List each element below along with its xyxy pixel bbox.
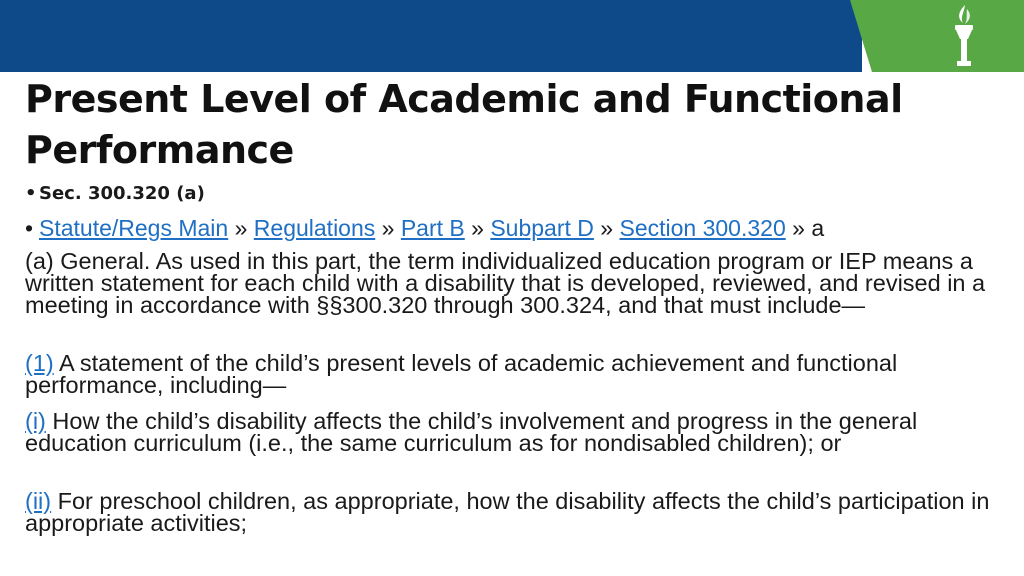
header-band-blue	[0, 0, 862, 72]
breadcrumb-link-subpart-d[interactable]: Subpart D	[490, 215, 594, 241]
paragraph-text: How the child’s disability affects the child’s involvement and progress in the general education curriculum (i.e., the same curriculum as for nondisabled children); or	[25, 408, 918, 456]
paragraph-text: For preschool children, as appropriate, how the disability affects the child’s participation in appropriate activities;	[25, 488, 990, 536]
page-title: Present Level of Academic and Functional Performance	[25, 77, 903, 172]
breadcrumb-separator: »	[600, 215, 614, 241]
breadcrumb-tail: a	[811, 215, 825, 241]
paragraph-text: (a) General. As used in this part, the term individualized education program or IEP means a written statement for each child with a disability that is developed, reviewed, and revised in a meeting in accordance with §§300.320 through 300.324, and that must include—	[25, 248, 986, 318]
breadcrumb-link-section-300-320[interactable]: Section 300.320	[619, 215, 786, 241]
paragraph-1	[25, 352, 1010, 396]
torch-icon	[946, 3, 982, 69]
section-reference-text: Sec. 300.320 (a)	[39, 183, 205, 204]
breadcrumb: • Statute/Regs Main » Regulations » Part B » Subpart D » Section 300.320 » a	[25, 215, 825, 241]
paragraph-i	[25, 410, 1010, 454]
paragraph-ii	[25, 490, 1010, 534]
paragraph-text: A statement of the child’s present levels of academic achievement and functional performance, including—	[25, 350, 898, 398]
breadcrumb-link-regulations[interactable]: Regulations	[253, 215, 376, 241]
paragraph-marker-link[interactable]: (ii)	[25, 488, 52, 514]
breadcrumb-link-part-b[interactable]: Part B	[400, 215, 465, 241]
breadcrumb-separator: »	[471, 215, 484, 241]
breadcrumb-separator: »	[381, 215, 395, 241]
paragraph-marker-link[interactable]: (1)	[25, 350, 54, 376]
header-band-green	[850, 0, 1024, 72]
section-reference: • Sec. 300.320 (a)	[25, 183, 205, 204]
breadcrumb-separator: »	[234, 215, 248, 241]
paragraph-marker-link[interactable]: (i)	[25, 408, 46, 434]
breadcrumb-link-statute-regs-main[interactable]: Statute/Regs Main	[39, 215, 229, 241]
paragraph-general	[25, 250, 1010, 316]
breadcrumb-separator: »	[792, 215, 805, 241]
